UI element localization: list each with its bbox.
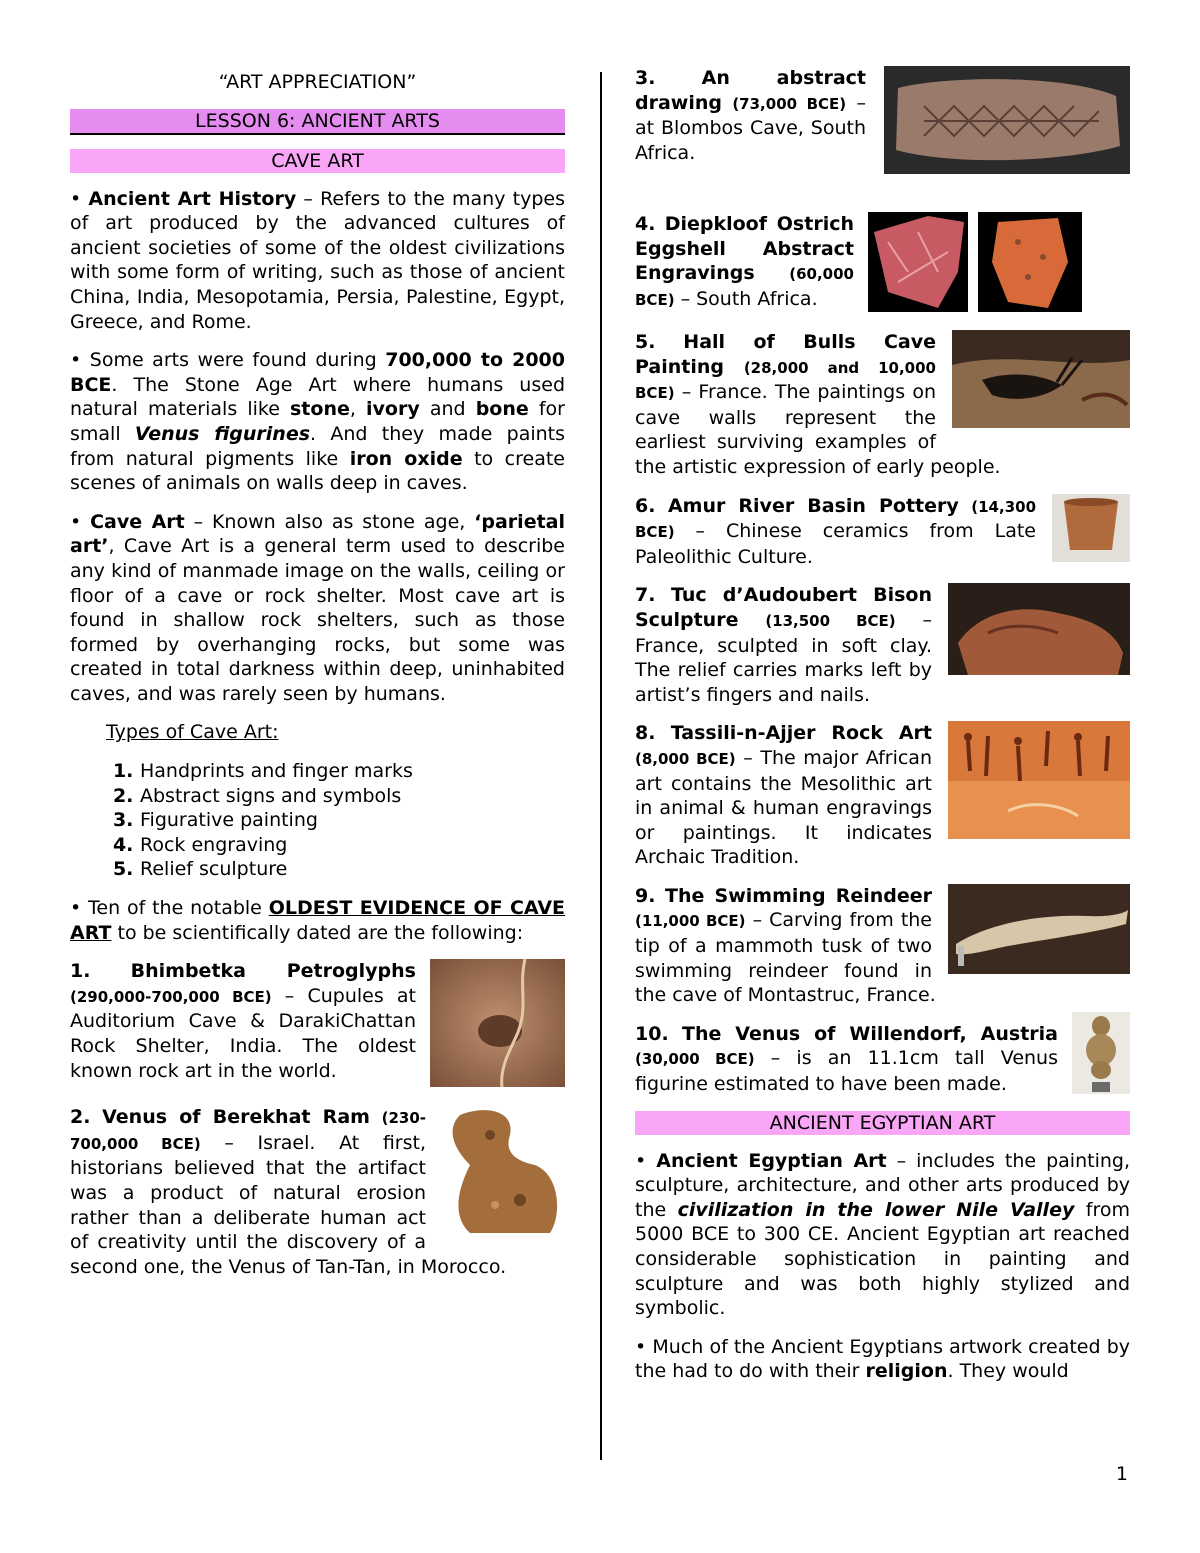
term-nile-valley: civilization in the lower Nile Valley bbox=[677, 1198, 1075, 1221]
term-cave-art: Cave Art bbox=[90, 510, 185, 533]
document-title: “ART APPRECIATION” bbox=[218, 71, 417, 93]
amur-pottery-image bbox=[1052, 494, 1130, 562]
text: to create scenes of animals on walls deep in caves. bbox=[70, 447, 565, 495]
paragraph-egyptian-religion bbox=[635, 1335, 1130, 1384]
entry-title: An abstract drawing bbox=[635, 67, 867, 114]
term-iron-oxide: iron oxide bbox=[349, 447, 463, 470]
entry-title: Amur River Basin Pottery bbox=[667, 494, 959, 517]
entry-date: (28,000 and 10,000 BCE) bbox=[635, 358, 936, 403]
entry-2 bbox=[70, 1105, 565, 1279]
term-parietal-art: ‘parietal art’ bbox=[70, 510, 565, 558]
term-date-range: 700,000 to 2000 BCE bbox=[70, 349, 565, 396]
text: . They would bbox=[947, 1360, 1069, 1383]
bullet-icon: • bbox=[70, 897, 82, 920]
text: , bbox=[349, 398, 367, 421]
entry-7 bbox=[635, 583, 1130, 707]
left-column bbox=[70, 66, 565, 1293]
list-item: 5. Relief sculpture bbox=[140, 857, 565, 882]
entry-number: 5. bbox=[635, 331, 656, 353]
list-item: 1. Handprints and finger marks bbox=[140, 759, 565, 784]
list-item: 2. Abstract signs and symbols bbox=[140, 784, 565, 809]
entry-number: 9. bbox=[635, 884, 656, 907]
entry-text: – at Blombos Cave, South Africa. bbox=[635, 91, 866, 164]
term-ancient-art-history: Ancient Art History bbox=[88, 187, 297, 210]
entry-text: – South Africa. bbox=[674, 287, 818, 310]
blombos-abstract-drawing-image bbox=[884, 66, 1130, 174]
text: Ten of the notable bbox=[81, 897, 269, 920]
swimming-reindeer-image bbox=[948, 884, 1130, 974]
right-column bbox=[635, 66, 1130, 1398]
entry-3 bbox=[635, 66, 1130, 182]
text: – Known also as stone age, bbox=[184, 510, 475, 533]
entry-date: (73,000 BCE) bbox=[732, 94, 847, 113]
text: . And they made paints from natural pigments like bbox=[70, 422, 566, 470]
entry-title: Hall of Bulls Cave Painting bbox=[635, 331, 936, 378]
entry-date: (60,000 BCE) bbox=[635, 265, 854, 309]
venus-berekhat-ram-image bbox=[440, 1105, 565, 1235]
text: from 5000 BCE to 300 CE. Ancient Egyptian art reached considerable sophistication in painting and sculpture and was both highly stylized and symbolic. bbox=[635, 1198, 1130, 1320]
section-cave-art: CAVE ART bbox=[70, 149, 565, 173]
term-religion: religion bbox=[865, 1360, 948, 1383]
bullet-icon: • bbox=[635, 1149, 647, 1172]
bullet-icon: • bbox=[635, 1335, 647, 1358]
entry-title: Bhimbetka Petroglyphs bbox=[130, 960, 416, 983]
entry-number: 7. bbox=[635, 584, 656, 607]
text: Much of the Ancient Egyptians artwork created by the had to do with their bbox=[635, 1335, 1130, 1383]
paragraph-oldest-evidence bbox=[70, 896, 565, 945]
entry-text: – France. The paintings on cave walls represent the earliest surviving examples of the artistic expression of early people. bbox=[635, 381, 1001, 478]
entry-text: – Chinese ceramics from Late Paleolithic Culture. bbox=[635, 520, 1036, 568]
page-number: 1 bbox=[1115, 1463, 1128, 1485]
list-item: 3. Figurative painting bbox=[140, 808, 565, 833]
entry-number: 1. bbox=[70, 960, 91, 983]
entry-title: Tuc d’Audoubert Bison Sculpture bbox=[635, 584, 932, 631]
entry-8 bbox=[635, 721, 1130, 870]
entry-6 bbox=[635, 494, 1130, 570]
entry-title: Venus of Berekhat Ram bbox=[102, 1106, 370, 1129]
text: and bbox=[419, 398, 476, 421]
text: – includes the painting, sculpture, architecture, and other arts produced by the bbox=[635, 1149, 1130, 1221]
term-stone: stone bbox=[290, 398, 350, 421]
paragraph-stone-age bbox=[70, 348, 565, 496]
entry-number: 2. bbox=[70, 1106, 91, 1129]
column-divider bbox=[600, 72, 602, 1460]
lesson-banner: LESSON 6: ANCIENT ARTS bbox=[70, 109, 565, 135]
entry-9 bbox=[635, 884, 1130, 1008]
text: , Cave Art is a general term used to describe any kind of manmade image on the walls, ceiling or floor of a cave or rock shelter. Most cave art is found in shallow rock shelters, such as those formed by overhanging rocks, but some was created in total darkness within deep, uninhabited caves, and was rarely seen by humans. bbox=[70, 535, 565, 705]
term-bone: bone bbox=[475, 398, 529, 421]
entry-text: – Israel. At first, historians believed that the artifact was a product of natural erosion rather than a deliberate human act of creativity until the discovery of a second one, the Venus of Tan-Tan, in Morocco. bbox=[70, 1131, 507, 1278]
term-ivory: ivory bbox=[366, 398, 420, 421]
text: – Refers to the many types of art produced by the advanced cultures of ancient societies of some of the oldest civilizations with some form of writing, such as those of ancient China, India, Mesopotamia, Persia, Palestine, Egypt, Greece, and Rome. bbox=[70, 187, 565, 333]
term-oldest-evidence: OLDEST EVIDENCE OF CAVE ART bbox=[70, 897, 566, 944]
bullet-icon: • bbox=[70, 510, 82, 533]
entry-text: – is an 11.1cm tall Venus figurine estimated to have been made. bbox=[635, 1047, 1058, 1096]
entry-10 bbox=[635, 1022, 1130, 1097]
tassili-rock-art-image bbox=[948, 721, 1130, 839]
term-venus-figurines: Venus figurines bbox=[134, 422, 311, 445]
entry-date: (8,000 BCE) bbox=[635, 749, 736, 768]
paragraph-egyptian-art bbox=[635, 1149, 1130, 1321]
list-item: 4. Rock engraving bbox=[140, 833, 565, 858]
types-heading: Types of Cave Art: bbox=[106, 721, 279, 744]
text: . The Stone Age Art where humans used natural materials like bbox=[70, 373, 565, 421]
entry-number: 4. bbox=[635, 213, 656, 235]
entry-date: (13,500 BCE) bbox=[765, 611, 896, 630]
entry-date: (290,000-700,000 BCE) bbox=[70, 987, 272, 1006]
entry-date: (11,000 BCE) bbox=[635, 912, 746, 931]
types-list bbox=[70, 759, 565, 882]
entry-number: 6. bbox=[635, 494, 656, 517]
text: Some arts were found during bbox=[89, 349, 386, 372]
text: for small bbox=[70, 398, 565, 445]
entry-text: – France, sculpted in soft clay. The relief carries marks left by artist’s fingers and nails. bbox=[635, 608, 932, 706]
entry-date: (14,300 BCE) bbox=[635, 497, 1037, 542]
entry-title: The Swimming Reindeer bbox=[665, 884, 932, 907]
entry-date: (30,000 BCE) bbox=[635, 1050, 755, 1069]
entry-number: 10. bbox=[635, 1022, 669, 1045]
entry-text: – Cupules at Auditorium Cave & DarakiChattan Rock Shelter, India. The oldest known rock art in the world. bbox=[70, 984, 416, 1082]
entry-number: 8. bbox=[635, 722, 656, 745]
paragraph-cave-art bbox=[70, 510, 565, 707]
entry-number: 3. bbox=[635, 67, 656, 89]
bhimbetka-petroglyph-image bbox=[430, 959, 565, 1087]
bullet-icon: • bbox=[70, 349, 82, 372]
entry-title: The Venus of Willendorf, Austria bbox=[682, 1022, 1058, 1045]
text: to be scientifically dated are the following: bbox=[111, 921, 524, 944]
bullet-icon: • bbox=[70, 187, 82, 210]
entry-text: – Carving from the tip of a mammoth tusk of two swimming reindeer found in the cave of Montastruc, France. bbox=[635, 909, 936, 1007]
section-egyptian-art: ANCIENT EGYPTIAN ART bbox=[635, 1111, 1130, 1135]
entry-text: – The major African art contains the Mesolithic art in animal & human engravings or paintings. It indicates Archaic Tradition. bbox=[635, 746, 932, 869]
hall-of-bulls-image bbox=[952, 330, 1130, 428]
entry-5 bbox=[635, 330, 1130, 480]
term-egyptian-art: Ancient Egyptian Art bbox=[656, 1149, 887, 1172]
entry-1 bbox=[70, 959, 565, 1091]
entry-4 bbox=[635, 212, 1130, 316]
entry-title: Tassili-n-Ajjer Rock Art bbox=[670, 722, 932, 745]
venus-of-willendorf-image bbox=[1072, 1012, 1130, 1094]
entry-date: (230-700,000 BCE) bbox=[70, 1109, 426, 1153]
entry-title: Diepkloof Ostrich Eggshell Abstract Engravings bbox=[635, 213, 854, 285]
tuc-daudoubert-bison-image bbox=[948, 583, 1130, 675]
paragraph-ancient-art-history bbox=[70, 187, 565, 335]
diepkloof-eggshell-image bbox=[868, 212, 1130, 312]
